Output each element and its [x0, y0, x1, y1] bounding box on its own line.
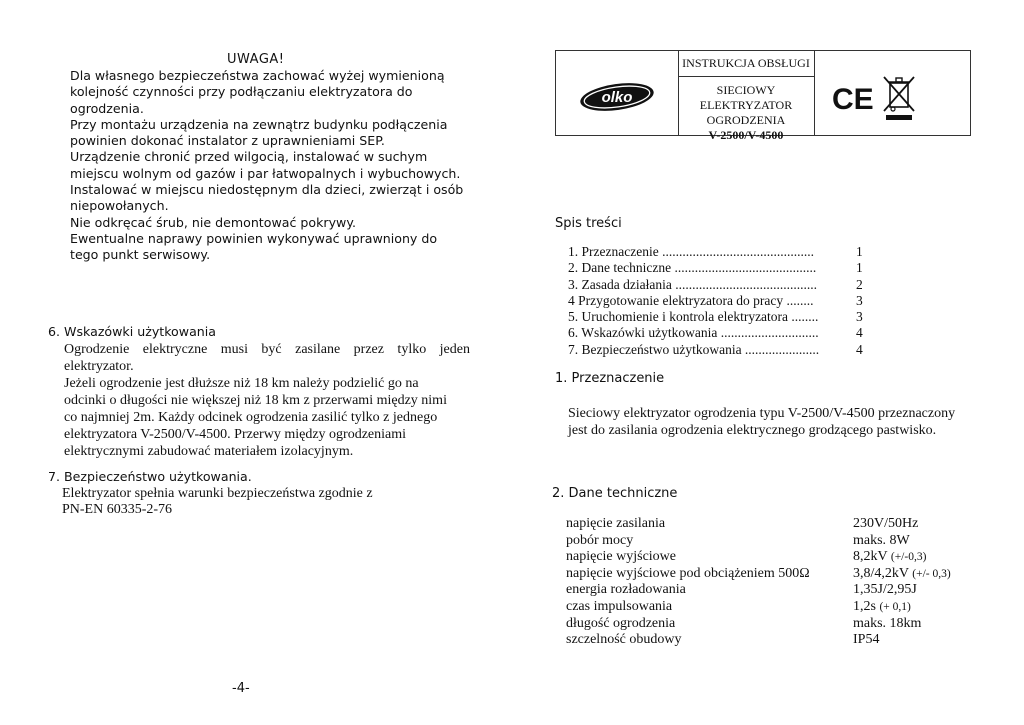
model-number: V-2500/V-4500 — [708, 128, 784, 142]
section-7-text — [62, 486, 373, 518]
spec-label: czas impulsowania — [566, 598, 673, 614]
warning-line: tego punkt serwisowy. — [70, 247, 211, 263]
paragraph-line: co najmniej 2m. Każdy odcinek ogrodzenia zasilić tylko z jednego — [64, 410, 438, 425]
paragraph-line: elektrycznymi zabudować materiałem izolacyjnym. — [64, 444, 354, 459]
warning-line: Ewentualne naprawy powinien wykonywać uprawniony do — [70, 230, 438, 246]
paragraph-line: Ogrodzenie elektryczne musi być zasilane przez tylko jeden — [64, 342, 470, 357]
warning-title: UWAGA! — [227, 52, 285, 67]
section-6-heading: 6. Wskazówki użytkowania — [48, 324, 216, 339]
warning-text — [70, 68, 463, 264]
spec-row — [566, 599, 986, 616]
toc-item — [568, 325, 868, 341]
warning-line: Dla własnego bezpieczeństwa zachować wyżej wymienioną — [70, 68, 445, 83]
warning-line: miejscu wolnym od gazów i par łatwopalnych i wybuchowych. — [70, 165, 461, 181]
paragraph-line: Jeżeli ogrodzenie jest dłuższe niż 18 km należy podzielić go na — [64, 376, 419, 391]
section-1-heading: 1. Przeznaczenie — [555, 371, 665, 386]
paragraph-line: elektryzator. — [64, 359, 134, 374]
toc-item-page: 1 — [856, 244, 863, 259]
toc-heading: Spis treści — [555, 216, 622, 231]
spec-value-main: maks. 8W — [853, 532, 910, 548]
marks-cell — [814, 51, 970, 135]
spec-label: napięcie wyjściowe — [566, 549, 677, 565]
spec-label: napięcie zasilania — [566, 516, 666, 531]
warning-line: Urządzenie chronić przed wilgocią, instalować w suchym — [70, 149, 428, 165]
spec-value — [853, 516, 918, 533]
spec-row — [566, 516, 986, 533]
toc-item-text: 2. Dane techniczne .......................................... — [568, 260, 817, 276]
toc-item-page: 3 — [856, 292, 863, 308]
logo-cell — [556, 51, 679, 135]
product-line: SIECIOWY ELEKTRYZATOR — [699, 83, 793, 112]
toc-item — [568, 293, 868, 309]
toc-item-page: 1 — [856, 260, 863, 276]
paragraph-line: elektryzatora V-2500/V-4500. Przerwy między ogrodzeniami — [64, 427, 407, 442]
spec-value-main: maks. 18km — [853, 615, 922, 631]
toc-item-page: 4 — [856, 341, 863, 357]
toc-item — [568, 277, 868, 293]
spec-tolerance: (+/-0,3) — [890, 551, 927, 564]
toc-item — [568, 244, 868, 260]
spec-row — [566, 533, 986, 550]
spec-value — [853, 549, 926, 566]
warning-line: kolejność czynności przy podłączaniu elektryzatora do — [70, 84, 413, 100]
doc-type: INSTRUKCJA OBSŁUGI — [678, 51, 814, 77]
technical-specs — [566, 516, 986, 649]
paragraph-line: Sieciowy elektryzator ogrodzenia typu V-2500/V-4500 przeznaczony — [568, 406, 956, 421]
spec-value-main: 8,2kV — [853, 549, 888, 565]
olko-logo — [556, 51, 678, 135]
spec-label: energia rozładowania — [566, 582, 686, 598]
product-name — [678, 77, 814, 143]
toc-item-text: 1. Przeznaczenie ............................................. — [568, 244, 814, 259]
spec-value — [853, 616, 921, 633]
spec-value — [853, 632, 879, 649]
toc-item — [568, 342, 868, 358]
toc-item-page: 2 — [856, 276, 863, 292]
toc-item-text: 5. Uruchomienie i kontrola elektryzatora ........ — [568, 309, 819, 325]
warning-line: Przy montażu urządzenia na zewnątrz budynku podłączenia — [70, 116, 448, 132]
ce-text: CE — [832, 83, 874, 116]
section-6-text — [64, 341, 470, 460]
paragraph-line: Elektryzator spełnia warunki bezpieczeństwa zgodnie z — [62, 486, 373, 501]
spec-label: długość ogrodzenia — [566, 615, 676, 631]
spec-row — [566, 549, 986, 566]
spec-row — [566, 616, 986, 633]
section-7-heading: 7. Bezpieczeństwo użytkowania. — [48, 469, 252, 484]
toc-item — [568, 260, 868, 276]
spec-row — [566, 632, 986, 649]
toc-item-text: 7. Bezpieczeństwo użytkowania ...................... — [568, 341, 820, 357]
header-table — [555, 50, 971, 142]
paragraph-line: jest do zasilania ogrodzenia elektrycznego grodzącego pastwisko. — [568, 423, 937, 438]
spec-value-main: 230V/50Hz — [853, 516, 919, 531]
spec-label: szczelność obudowy — [566, 632, 682, 648]
spec-tolerance: (+ 0,1) — [879, 600, 911, 613]
toc-item-text: 3. Zasada działania .......................................... — [568, 276, 817, 292]
spec-value — [853, 582, 917, 599]
spec-row — [566, 566, 986, 583]
warning-line: Instalować w miejscu niedostępnym dla dzieci, zwierząt i osób — [70, 182, 464, 198]
spec-value — [853, 599, 911, 616]
paragraph-line: PN-EN 60335-2-76 — [62, 502, 173, 517]
spec-value — [853, 533, 910, 550]
title-cell — [678, 51, 815, 142]
crossed-bin-icon — [880, 73, 920, 123]
warning-line: Nie odkręcać śrub, nie demontować pokrywy. — [70, 214, 356, 230]
spec-row — [566, 582, 986, 599]
toc-item-page: 3 — [856, 309, 863, 325]
spec-value-main: 1,35J/2,95J — [853, 582, 917, 598]
spec-value-main: 1,2s — [853, 598, 876, 614]
table-of-contents — [568, 244, 868, 358]
section-2-heading: 2. Dane techniczne — [552, 486, 678, 501]
spec-value-main: 3,8/4,2kV — [853, 565, 909, 581]
warning-line: niepowołanych. — [70, 198, 169, 214]
spec-value-main: IP54 — [853, 632, 880, 648]
spec-tolerance: (+/- 0,3) — [912, 567, 951, 580]
paragraph-line: odcinki o długości nie większej niż 18 km z przerwami między nimi — [64, 393, 447, 408]
product-line: OGRODZENIA — [706, 113, 786, 127]
warning-line: ogrodzenia. — [70, 100, 144, 116]
spec-label: napięcie wyjściowe pod obciążeniem 500Ω — [566, 565, 810, 581]
spec-value — [853, 566, 951, 583]
toc-item-page: 4 — [856, 325, 863, 341]
toc-item — [568, 309, 868, 325]
warning-line: powinien dokonać instalator z uprawnieniami SEP. — [70, 133, 385, 149]
toc-item-text: 4 Przygotowanie elektryzatora do pracy ........ — [568, 292, 814, 308]
page-number: -4- — [232, 681, 250, 696]
spec-label: pobór mocy — [566, 532, 634, 548]
toc-item-text: 6. Wskazówki użytkowania ............................. — [568, 325, 819, 341]
section-1-text — [568, 405, 955, 439]
logo-text: olko — [601, 89, 633, 106]
